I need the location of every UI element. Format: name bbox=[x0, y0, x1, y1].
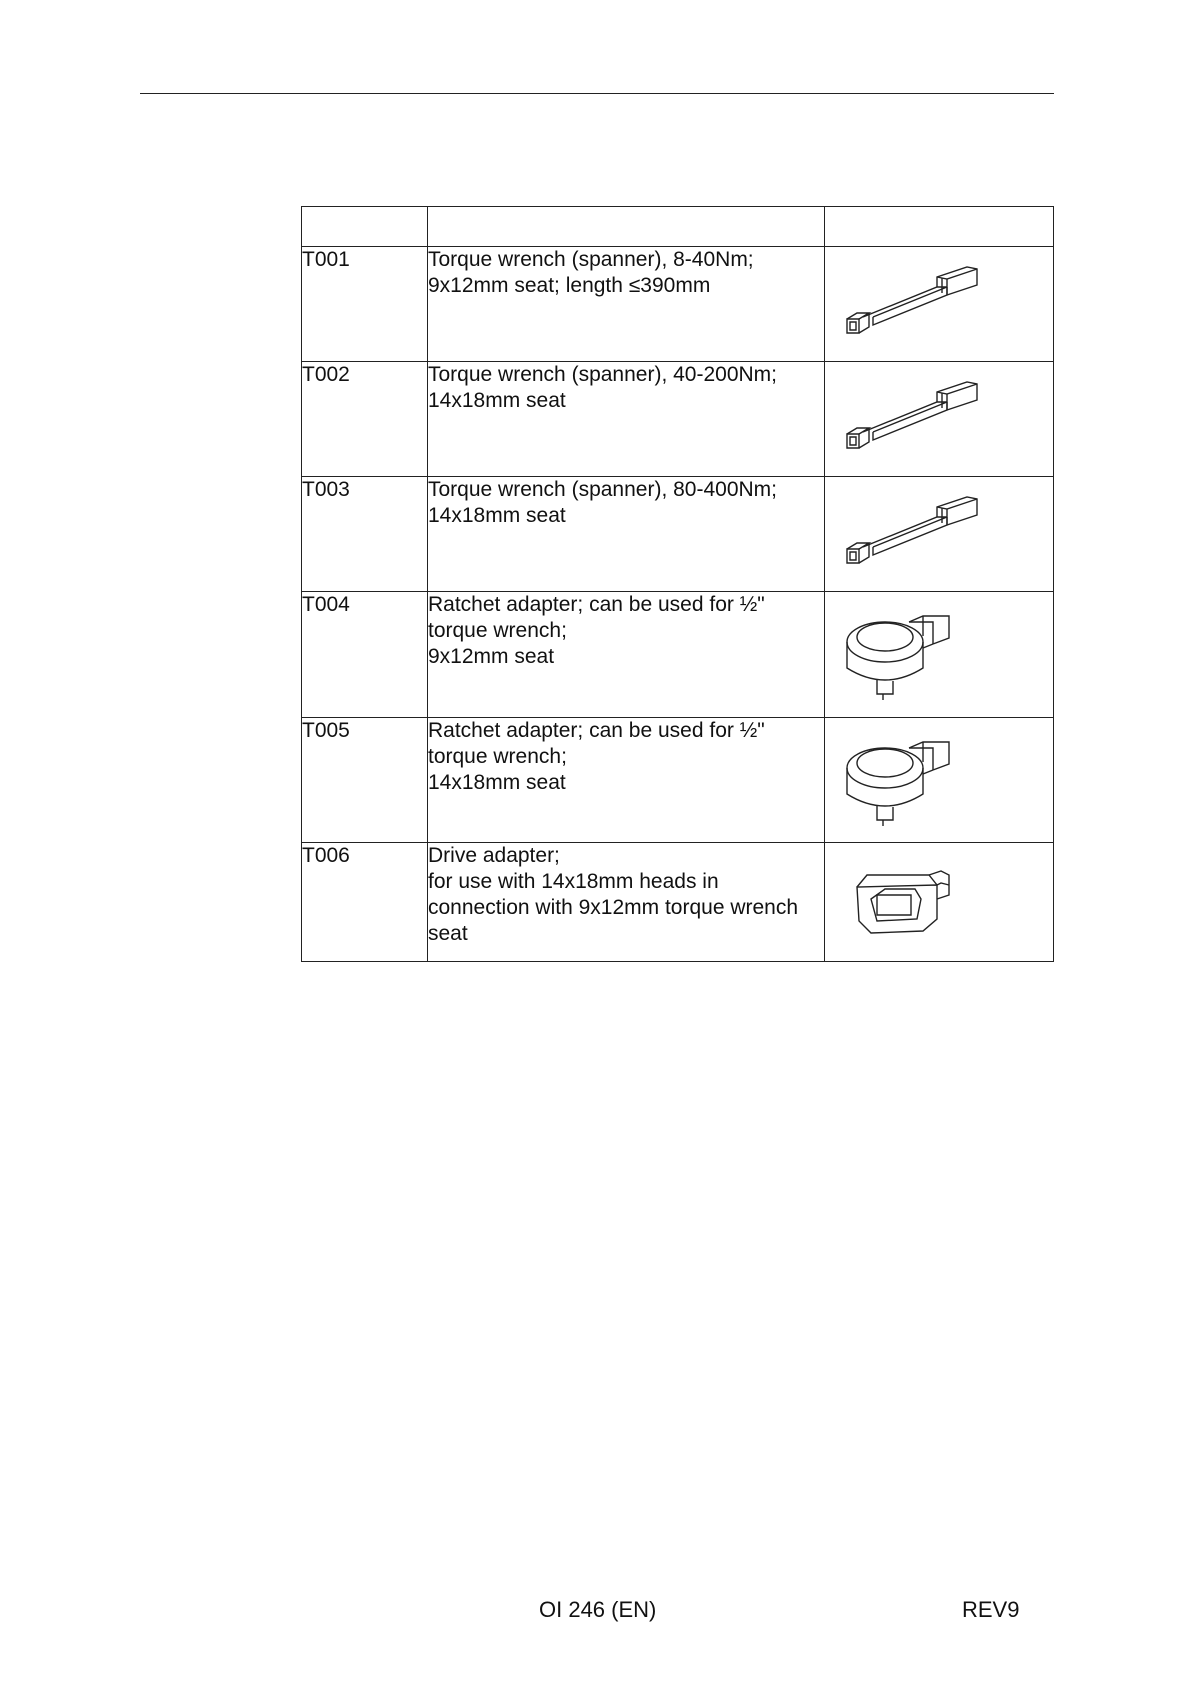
description-line: torque wrench; bbox=[428, 619, 567, 642]
footer-revision: REV9 bbox=[962, 1597, 1020, 1622]
description-line: 9x12mm seat bbox=[428, 645, 555, 668]
header-cell-code bbox=[302, 207, 428, 247]
table-row bbox=[302, 362, 1054, 477]
table-row bbox=[302, 843, 1054, 962]
tool-code: T005 bbox=[302, 718, 428, 843]
table-row bbox=[302, 592, 1054, 718]
header-cell-picture bbox=[825, 207, 1054, 247]
tool-picture bbox=[825, 718, 1054, 843]
description-line: Torque wrench (spanner), 8-40Nm; bbox=[428, 248, 754, 271]
tool-description bbox=[428, 477, 825, 592]
description-line: Ratchet adapter; can be used for ½" bbox=[428, 593, 765, 616]
tool-picture bbox=[825, 362, 1054, 477]
ratchet-adapter-icon bbox=[837, 592, 977, 704]
tool-description bbox=[428, 362, 825, 477]
header-rule bbox=[140, 93, 1054, 94]
description-line: seat bbox=[428, 922, 468, 945]
description-line: Torque wrench (spanner), 40-200Nm; bbox=[428, 363, 778, 386]
description-line: for use with 14x18mm heads in bbox=[428, 870, 719, 893]
description-line: Drive adapter; bbox=[428, 844, 560, 867]
table-row bbox=[302, 477, 1054, 592]
description-line: torque wrench; bbox=[428, 745, 567, 768]
torque-wrench-icon bbox=[837, 477, 997, 581]
tool-description bbox=[428, 843, 825, 962]
tool-picture bbox=[825, 477, 1054, 592]
tools-table bbox=[301, 206, 1054, 962]
table-header-row bbox=[302, 207, 1054, 247]
ratchet-adapter-icon bbox=[837, 718, 977, 830]
description-line: 9x12mm seat; length ≤390mm bbox=[428, 274, 711, 297]
torque-wrench-icon bbox=[837, 247, 997, 351]
description-line: 14x18mm seat bbox=[428, 771, 566, 794]
tool-description bbox=[428, 592, 825, 718]
tool-code: T003 bbox=[302, 477, 428, 592]
description-line: 14x18mm seat bbox=[428, 504, 566, 527]
tool-code: T001 bbox=[302, 247, 428, 362]
tool-code: T004 bbox=[302, 592, 428, 718]
description-line: 14x18mm seat bbox=[428, 389, 566, 412]
footer-document-id: OI 246 (EN) bbox=[539, 1597, 657, 1622]
table-row bbox=[302, 247, 1054, 362]
drive-adapter-icon bbox=[837, 843, 977, 953]
tool-picture bbox=[825, 592, 1054, 718]
tool-description bbox=[428, 247, 825, 362]
tool-picture bbox=[825, 247, 1054, 362]
description-line: Torque wrench (spanner), 80-400Nm; bbox=[428, 478, 778, 501]
tool-picture bbox=[825, 843, 1054, 962]
torque-wrench-icon bbox=[837, 362, 997, 466]
description-line: Ratchet adapter; can be used for ½" bbox=[428, 719, 765, 742]
description-line: connection with 9x12mm torque wrench bbox=[428, 896, 799, 919]
tool-description bbox=[428, 718, 825, 843]
table-row bbox=[302, 718, 1054, 843]
header-cell-description bbox=[428, 207, 825, 247]
tool-code: T002 bbox=[302, 362, 428, 477]
tool-code: T006 bbox=[302, 843, 428, 962]
